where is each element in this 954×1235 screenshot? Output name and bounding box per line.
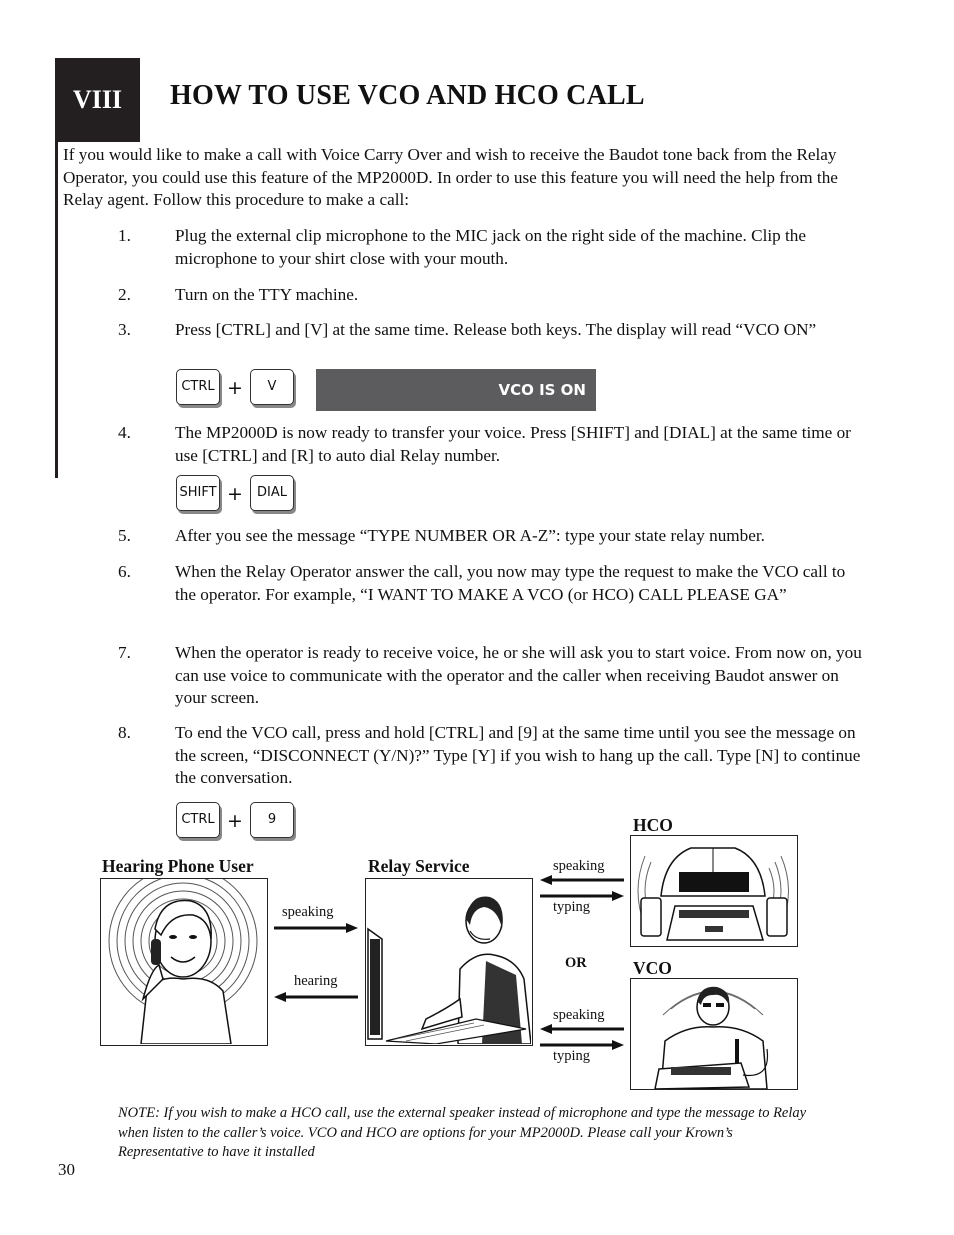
section-number: VIII bbox=[72, 85, 123, 114]
step-number: 3. bbox=[118, 320, 131, 339]
step-text: The MP2000D is now ready to transfer your voice. Press [SHIFT] and [DIAL] at the same time or use [CTRL] and [R] to auto dial Relay number. bbox=[175, 423, 851, 465]
nine-key: 9 bbox=[250, 802, 294, 838]
hearing-user-label: Hearing Phone User bbox=[102, 856, 254, 876]
step-text: Press [CTRL] and [V] at the same time. Release both keys. The display will read “VCO ON” bbox=[175, 320, 817, 339]
step-text: When the Relay Operator answer the call, you now may type the request to make the VCO call to the operator. For example, “I WANT TO MAKE A VCO (or HCO) CALL PLEASE GA” bbox=[175, 562, 846, 604]
step-number: 6. bbox=[118, 562, 131, 581]
hco-label: HCO bbox=[633, 815, 673, 835]
page-title: HOW TO USE VCO AND HCO CALL bbox=[170, 80, 645, 111]
speaking-label: speaking bbox=[553, 858, 605, 874]
step-number: 2. bbox=[118, 285, 131, 304]
typing-label: typing bbox=[553, 899, 591, 915]
relay-service-illustration bbox=[365, 878, 533, 1046]
tty-display bbox=[316, 369, 596, 411]
or-label: OR bbox=[565, 955, 587, 971]
dial-key: DIAL bbox=[250, 475, 294, 511]
hearing-user-illustration bbox=[100, 878, 268, 1046]
vco-label: VCO bbox=[633, 958, 672, 978]
side-rule bbox=[55, 142, 58, 478]
section-number-box bbox=[55, 58, 140, 142]
step-number: 5. bbox=[118, 526, 131, 545]
plus-sign: + bbox=[227, 377, 243, 399]
plus-sign: + bbox=[227, 810, 243, 832]
right-arrow-icon bbox=[274, 922, 358, 934]
v-key: V bbox=[250, 369, 294, 405]
left-arrow-icon bbox=[540, 1023, 624, 1035]
relay-service-label: Relay Service bbox=[368, 856, 470, 876]
left-arrow-icon bbox=[540, 874, 624, 886]
hearing-label: hearing bbox=[294, 973, 338, 989]
step-number: 7. bbox=[118, 643, 131, 662]
step-text: After you see the message “TYPE NUMBER OR A-Z”: type your state relay number. bbox=[175, 526, 765, 545]
page-number: 30 bbox=[58, 1160, 75, 1179]
speaking-label: speaking bbox=[553, 1007, 605, 1023]
step-text: Turn on the TTY machine. bbox=[175, 285, 359, 304]
ctrl-key: CTRL bbox=[176, 802, 220, 838]
step-number: 8. bbox=[118, 723, 131, 742]
ctrl-key: CTRL bbox=[176, 369, 220, 405]
step-number: 1. bbox=[118, 226, 131, 245]
step-number: 4. bbox=[118, 423, 131, 442]
hco-illustration bbox=[630, 835, 798, 947]
speaking-label: speaking bbox=[282, 904, 334, 920]
vco-illustration bbox=[630, 978, 798, 1090]
step-text: When the operator is ready to receive voice, he or she will ask you to start voice. From now on, you can use voice to communicate with the operator and the caller when receiving Baudot answer on your screen. bbox=[175, 643, 862, 707]
display-text: VCO IS ON bbox=[498, 381, 586, 399]
step-text: Plug the external clip microphone to the MIC jack on the right side of the machine. Clip the microphone to your shirt close with your mouth. bbox=[175, 226, 807, 268]
step-text: To end the VCO call, press and hold [CTRL] and [9] at the same time until you see the message on the screen, “DISCONNECT (Y/N)?” Type [Y] if you wish to hang up the call. Type [N] to continue the conversation. bbox=[175, 723, 861, 787]
plus-sign: + bbox=[227, 483, 243, 505]
intro-paragraph: If you would like to make a call with Voice Carry Over and wish to receive the Baudot tone back from the Relay Operator, you could use this feature of the MP2000D. In order to use this feature you will need the help from the Relay agent. Follow this procedure to make a call: bbox=[63, 145, 838, 209]
shift-key: SHIFT bbox=[176, 475, 220, 511]
typing-label: typing bbox=[553, 1048, 591, 1064]
footnote: NOTE: If you wish to make a HCO call, use the external speaker instead of microphone and type the message to Relay when listen to the caller’s voice. VCO and HCO are options for your MP2000D. Please call your Krown’s Representative to have it installed bbox=[118, 1105, 807, 1160]
left-arrow-icon bbox=[274, 991, 358, 1003]
